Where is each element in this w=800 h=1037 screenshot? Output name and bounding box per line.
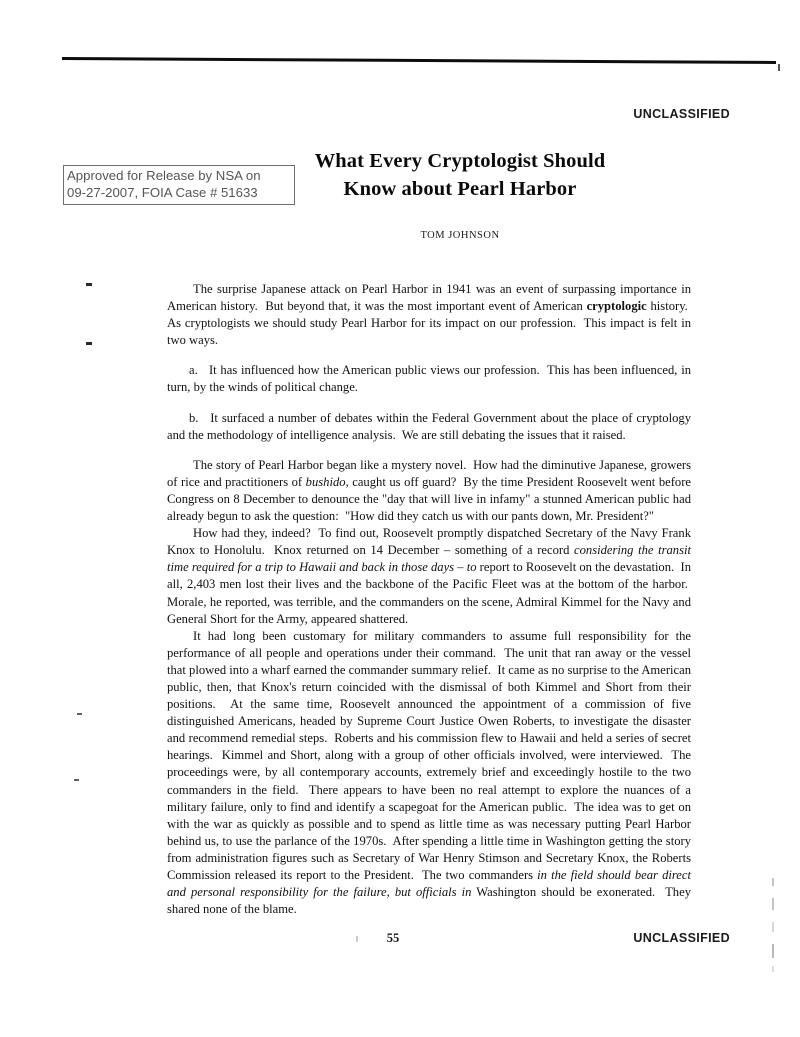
p1-surprise-attack: The surprise Japanese attack on Pearl Harbor in 1941 was an event of surpassing importance in American history. But beyond that, it was the most important event of American cryptologic history. As cryptologists we should study Pearl Harbor for its impact on our profession. This impact is felt in two ways. [167,282,691,348]
release-stamp-line-1: Approved for Release by NSA on [67,168,261,183]
margin-scan-mark [74,779,79,781]
margin-scan-mark [86,342,92,345]
article-body [167,281,691,918]
page-title-line-1: What Every Cryptologist Should [314,150,606,172]
scan-edge-artifact [778,64,780,71]
page-title [250,148,670,204]
page-number: 55 [386,931,400,945]
margin-scan-mark [77,713,82,715]
page-title-line-2: Know about Pearl Harbor [343,177,577,200]
scan-speckle-artifact [772,966,774,972]
p4-mystery-novel: The story of Pearl Harbor began like a mystery novel. How had the diminutive Japanese, growers of rice and practitioners of bushido, caught us off guard? By the time President Roosevelt went before Congress on 8 December to denounce the "day that will live in infamy" a stunned American public had already begun to ask the question: "How did they catch us with our pants down, Mr. President?" [167,457,691,524]
declassification-release-stamp [63,165,295,205]
margin-scan-mark [86,283,92,286]
header-rule-line [62,57,776,64]
scan-speckle-artifact [772,898,774,910]
scan-speckle-artifact [772,944,774,958]
classification-header: UNCLASSIFIED [633,107,730,121]
classification-footer: UNCLASSIFIED [633,931,730,945]
release-stamp-line-2: 09-27-2007, FOIA Case # 51633 [67,185,258,201]
p6-roberts-commission: It had long been customary for military commanders to assume full responsibility for the performance of all people and operations under their command. The unit that ran away or the vessel that plowed into a wharf earned the commander summary relief. It came as no surprise to the American public, then, that Knox's return coincided with the dismissal of both Kimmel and Short from their positions. At the same time, Roosevelt announced the appointment of a commission of five distinguished Americans, headed by Supreme Court Justice Owen Roberts, to investigate the disaster and recommend remedial steps. Roberts and his commission flew to Hawaii and held a series of secret hearings. Kimmel and Short, along with a group of other officials involved, were interviewed. The proceedings were, by all contemporary accounts, extremely brief and exceedingly hostile to the two commanders in the field. There appears to have been no real attempt to explore the nuances of a military failure, only to find and identify a scapegoat for the American public. The idea was to get on with the war as quickly as possible and to spend as little time as was necessary putting Pearl Harbor behind us, to use the parlance of the 1970s. After spending a little time in Washington getting the story from administration figures such as Secretary of War Henry Stimson and Secretary Knox, the Roberts Commission released its report to the President. The two commanders in the field should bear direct and personal responsibility for the failure, but officials in Washington should be exonerated. They shared none of the blame. [167,628,691,917]
scan-speckle-artifact [772,878,774,886]
p2-item-a: a. It has influenced how the American public views our profession. This has been influenced, in turn, by the winds of political change. [167,363,691,395]
p3-item-b: b. It surfaced a number of debates within the Federal Government about the place of cryptology and the methodology of intelligence analysis. We are still debating the issues that it raised. [167,410,691,442]
p5-knox-honolulu: How had they, indeed? To find out, Roosevelt promptly dispatched Secretary of the Navy Frank Knox to Honolulu. Knox returned on 14 December – something of a record considering the transit time required for a trip to Hawaii and back in those days – to report to Roosevelt on the devastation. In all, 2,403 men lost their lives and the backbone of the Pacific Fleet was at the bottom of the harbor. Morale, he reported, was terrible, and the commanders on the scene, Admiral Kimmel for the Navy and General Short for the Army, appeared shattered. [167,526,691,626]
author-byline: TOM JOHNSON [420,230,500,241]
